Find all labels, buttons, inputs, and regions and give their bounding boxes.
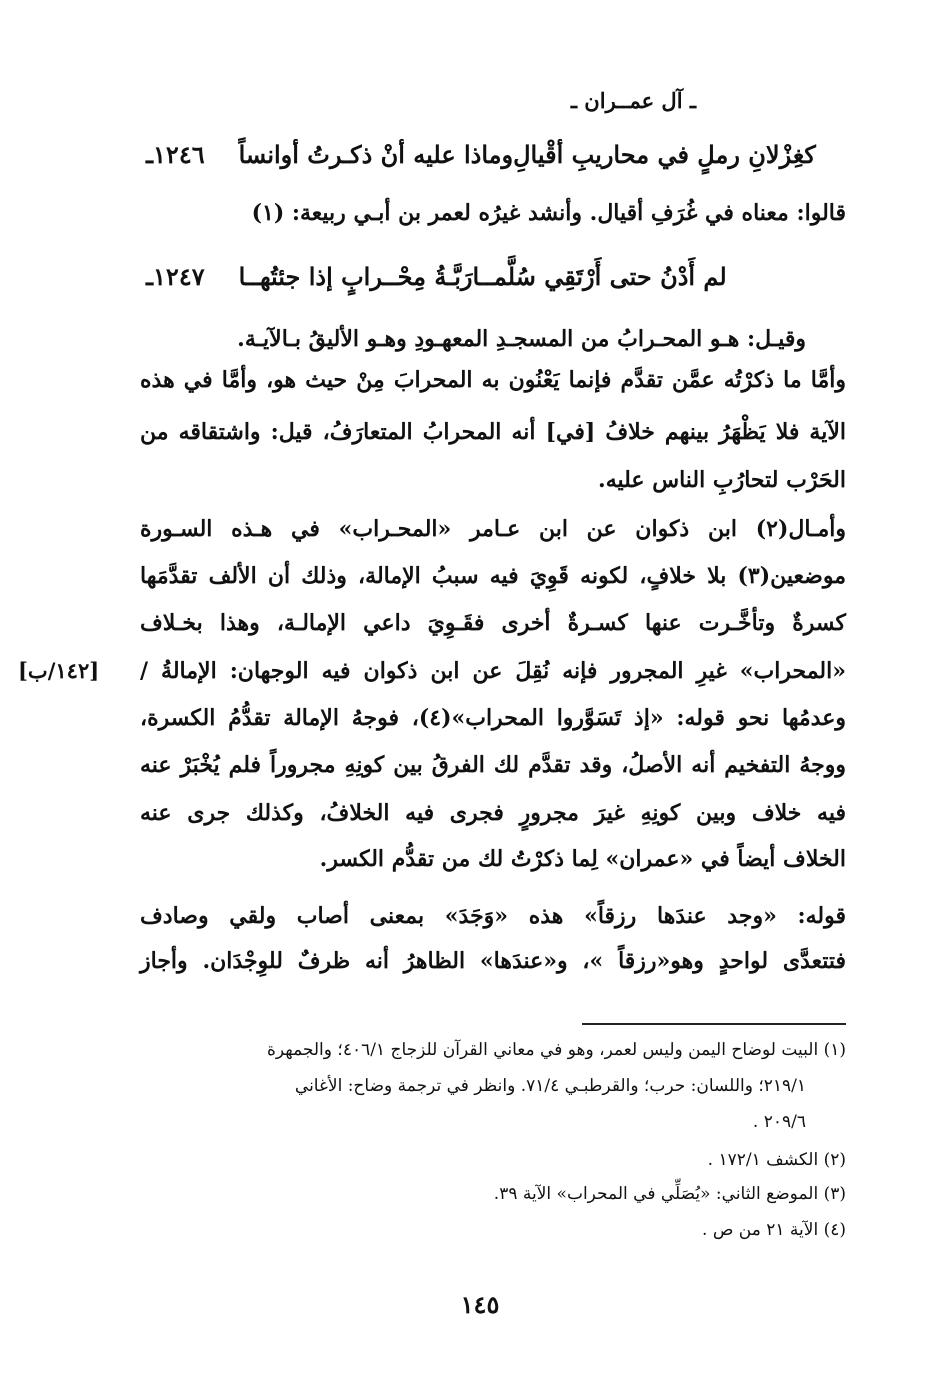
body-line: وأمَّا ما ذكرْتُه عمَّن تقدَّم فإنما يَعْنُون به المحرابَ مِنْ حيث هو، وأمَّا في هذه [140, 367, 846, 393]
body-line: الحَرْب لتحارُبِ الناس عليه. [598, 467, 846, 493]
body-line: قوله: «وجد عندَها رزقاً» هذه «وَجَدَ» بمعنى أصاب ولقي وصادف [140, 903, 846, 929]
verse-hemistich-second: لم أَدْنُ حتى أَرْتَقِي سُلَّمــا [472, 262, 727, 291]
body-line: فتتعدَّى لواحدٍ وهو«رزقاً »، و«عندَها» الظاهرُ أنه ظرفٌ للوِجْدَان. وأجاز [140, 948, 846, 974]
verse-1247 [140, 262, 846, 291]
page-number: ١٤٥ [460, 1290, 500, 1319]
body-line: ووجهُ التفخيم أنه الأصلُ، وقد تقدَّم لك الفرقُ بين كونِهِ مجروراً فلم يُخْبَرْ عنه [140, 752, 846, 778]
footnote-line: (٣) الموضع الثاني: «يُصَلِّي في المحراب» الآية ٣٩. [493, 1184, 846, 1204]
verse-1246 [140, 140, 846, 169]
footnote-line: ٢٠٩/٦ . [752, 1112, 806, 1132]
verse-number: ١٢٤٦ـ [146, 140, 205, 169]
footnote-line: (١) البيت لوضاح اليمن وليس لعمر، وهو في معاني القرآن للزجاج ٤٠٦/١؛ والجمهرة [266, 1040, 846, 1060]
body-line: وأمـال(٢) ابن ذكوان عن ابن عـامر «المحـراب» في هـذه السـورة [140, 516, 846, 542]
running-header: ـ آل عمــران ـ [570, 88, 696, 113]
body-line: الخلاف أيضاً في «عمران» لِما ذكرْتُ لك من تقدُّم الكسر. [319, 846, 846, 872]
body-line: كسرةٌ وتأخَّـرت عنها كسـرةٌ أخرى فقَـوِيَ داعي الإمالـة، وهذا بخـلاف [140, 610, 846, 636]
body-line: الآية فلا يَظْهَرُ بينهم خلافُ [في] أنه المحرابُ المتعارَفُ، قيل: واشتقاقه من [140, 419, 846, 445]
footnote-line: ٢١٩/١؛ واللسان: حرب؛ والقرطبـي ٧١/٤. وانظر في ترجمة وضاح: الأغاني [294, 1076, 806, 1096]
footnote-separator [582, 1023, 846, 1025]
body-line: وقيـل: هـو المحـرابُ من المسجـدِ المعهـودِ وهـو الأليقُ بـالآيـة. [237, 326, 806, 352]
intro-line: قالوا: معناه في غُرَفِ أقيال. وأنشد غيرُه لعمر بن أبـي ربيعة: (١) [251, 200, 846, 226]
verse-number: ١٢٤٧ـ [146, 262, 205, 291]
footnote-line: (٤) الآية ٢١ من ص . [702, 1220, 846, 1240]
body-line: وعدمُها نحو قوله: «إذ تَسَوَّروا المحراب»(٤)، فوجهُ الإمالة تقدُّمُ الكسرة، [140, 705, 846, 731]
footnote-line: (٢) الكشف ١٧٢/١ . [707, 1150, 846, 1170]
body-line: موضعين(٣) بلا خلافٍ، لكونه قَوِيَ فيه سببُ الإمالة، وذلك أن الألف تقدَّمَها [140, 563, 846, 589]
verse-hemistich-second: كغِزْلانِ رملٍ في محاريبِ أقْيالِ [513, 140, 816, 169]
body-line: فيه خلاف وبين كونِهِ غيرَ مجرورٍ فجرى فيه الخلافُ، وكذلك جرى عنه [140, 800, 846, 826]
verse-hemistich-first: وماذا عليه أنْ ذكـرتُ أوانساً [238, 140, 514, 169]
body-line: «المحراب» غيرِ المجرور فإنه نُقِلَ عن ابن ذكوان فيه الوجهان: الإمالةُ / [140, 658, 846, 684]
verse-hemistich-first: رَبَّـةُ مِحْــرابٍ إذا جئتُهــا [238, 262, 473, 291]
manuscript-folio-marker: [١٤٢/ب] [18, 658, 100, 683]
